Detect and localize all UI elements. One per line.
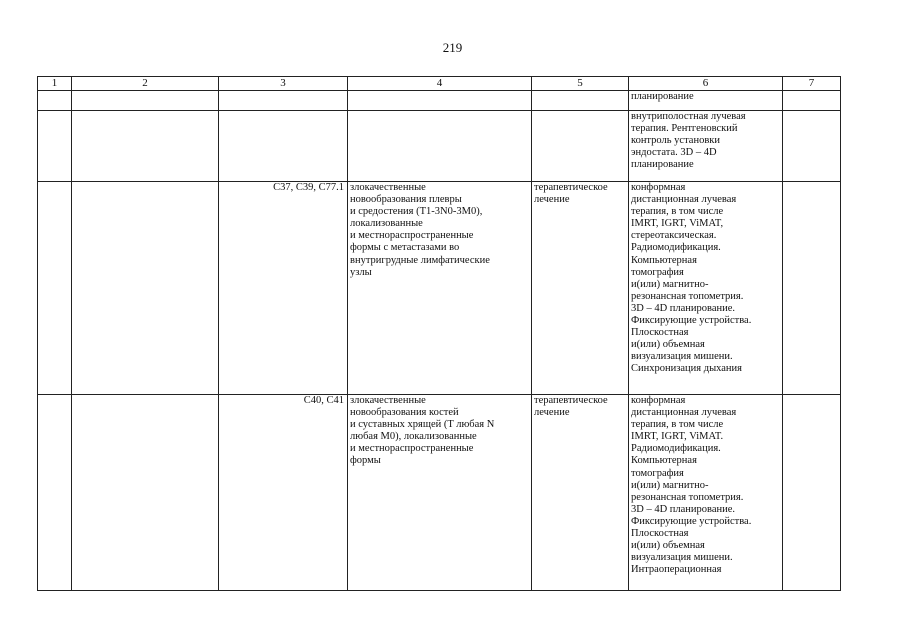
text-line: Интраоперационная bbox=[631, 564, 722, 576]
table-cell bbox=[219, 91, 348, 111]
diagnosis-code-cell: C40, C41 bbox=[219, 395, 348, 591]
table-cell bbox=[629, 111, 783, 182]
text-line: дистанционная лучевая bbox=[631, 194, 737, 206]
table-cell bbox=[72, 182, 219, 395]
text-line: Синхронизация дыхания bbox=[631, 363, 742, 375]
text-line: формы bbox=[350, 455, 381, 467]
text-line: томография bbox=[631, 266, 684, 278]
table-cell bbox=[348, 111, 532, 182]
text-line: узлы bbox=[350, 266, 372, 278]
column-header: 6 bbox=[629, 77, 783, 91]
text-line: лечение bbox=[534, 194, 570, 206]
diagnosis-description-cell bbox=[348, 182, 532, 395]
text-line: резонансная топометрия. bbox=[631, 491, 744, 503]
table-cell bbox=[38, 182, 72, 395]
text-line: внутриполостная лучевая bbox=[631, 111, 746, 122]
treatment-type-cell bbox=[532, 395, 629, 591]
text-line: злокачественные bbox=[350, 395, 426, 406]
text-line: и суставных хрящей (T любая N bbox=[350, 419, 495, 431]
text-line: планирование bbox=[631, 159, 694, 171]
text-line: Плоскостная bbox=[631, 528, 689, 540]
text-line: конформная bbox=[631, 182, 686, 193]
text-line: IMRT, IGRT, ViMAT, bbox=[631, 218, 724, 230]
treatment-method-cell bbox=[629, 395, 783, 591]
data-table bbox=[37, 76, 841, 591]
text-line: Фиксирующие устройства. bbox=[631, 315, 752, 327]
text-line: томография bbox=[631, 467, 684, 479]
table-row bbox=[38, 111, 841, 182]
table-cell bbox=[38, 395, 72, 591]
column-header: 5 bbox=[532, 77, 629, 91]
table-cell bbox=[783, 182, 841, 395]
text-line: и(или) объемная bbox=[631, 339, 705, 351]
text-line: визуализация мишени. bbox=[631, 552, 733, 564]
text-line: Радиомодификация. bbox=[631, 242, 721, 254]
text-line: визуализация мишени. bbox=[631, 351, 733, 363]
column-header: 7 bbox=[783, 77, 841, 91]
table-cell bbox=[348, 91, 532, 111]
table-cell bbox=[629, 91, 783, 111]
text-line: эндостата. 3D – 4D bbox=[631, 147, 717, 159]
table-cell bbox=[38, 91, 72, 111]
text-line: Фиксирующие устройства. bbox=[631, 515, 752, 527]
diagnosis-code-cell: C37, C39, C77.1 bbox=[219, 182, 348, 395]
table-row bbox=[38, 395, 841, 591]
text-line: Компьютерная bbox=[631, 254, 697, 266]
text-line: локализованные bbox=[350, 218, 423, 230]
treatment-method-cell bbox=[629, 182, 783, 395]
table-cell bbox=[532, 91, 629, 111]
text-line: и местнораспространенные bbox=[350, 443, 474, 455]
text-line: терапевтическое bbox=[534, 395, 608, 406]
text-line: и местнораспространенные bbox=[350, 230, 474, 242]
table-cell bbox=[72, 91, 219, 111]
table-cell bbox=[783, 111, 841, 182]
text-line: любая M0), локализованные bbox=[350, 431, 477, 443]
text-line: резонансная топометрия. bbox=[631, 290, 744, 302]
column-header: 2 bbox=[72, 77, 219, 91]
text-line: злокачественные bbox=[350, 182, 426, 193]
table-cell bbox=[219, 111, 348, 182]
table-cell bbox=[38, 111, 72, 182]
text-line: дистанционная лучевая bbox=[631, 407, 737, 419]
text-line: терапевтическое bbox=[534, 182, 608, 193]
column-header: 3 bbox=[219, 77, 348, 91]
text-line: 3D – 4D планирование. bbox=[631, 503, 736, 515]
text-line: и(или) магнитно- bbox=[631, 278, 709, 290]
text-line: IMRT, IGRT, ViMAT. bbox=[631, 431, 724, 443]
table-cell bbox=[72, 111, 219, 182]
text-line: 3D – 4D планирование. bbox=[631, 302, 736, 314]
text-line: Компьютерная bbox=[631, 455, 697, 467]
text-line: и(или) магнитно- bbox=[631, 479, 709, 491]
text-line: терапия, в том числе bbox=[631, 419, 724, 431]
table-cell bbox=[532, 111, 629, 182]
text-line: Радиомодификация. bbox=[631, 443, 721, 455]
text-line: лечение bbox=[534, 407, 570, 419]
text-line: Плоскостная bbox=[631, 327, 689, 339]
text-line: стереотаксическая. bbox=[631, 230, 717, 242]
text-line: конформная bbox=[631, 395, 686, 406]
text-line: терапия. Рентгеновский bbox=[631, 123, 738, 135]
table-cell bbox=[783, 395, 841, 591]
table-row bbox=[38, 182, 841, 395]
text-line: новообразования костей bbox=[350, 407, 459, 419]
text-line: и(или) объемная bbox=[631, 540, 705, 552]
table-row bbox=[38, 91, 841, 111]
column-number-row bbox=[38, 77, 841, 91]
column-header: 1 bbox=[38, 77, 72, 91]
text-line: внутригрудные лимфатические bbox=[350, 254, 490, 266]
text-line: и средостения (T1-3N0-3M0), bbox=[350, 206, 483, 218]
table-cell bbox=[783, 91, 841, 111]
text-line: контроль установки bbox=[631, 135, 721, 147]
page-number: 219 bbox=[442, 40, 463, 55]
text-line: планирование bbox=[631, 91, 694, 102]
diagnosis-description-cell bbox=[348, 395, 532, 591]
table-cell bbox=[72, 395, 219, 591]
text-line: новообразования плевры bbox=[350, 194, 462, 206]
column-header: 4 bbox=[348, 77, 532, 91]
text-line: формы с метастазами во bbox=[350, 242, 460, 254]
text-line: терапия, в том числе bbox=[631, 206, 724, 218]
treatment-type-cell bbox=[532, 182, 629, 395]
